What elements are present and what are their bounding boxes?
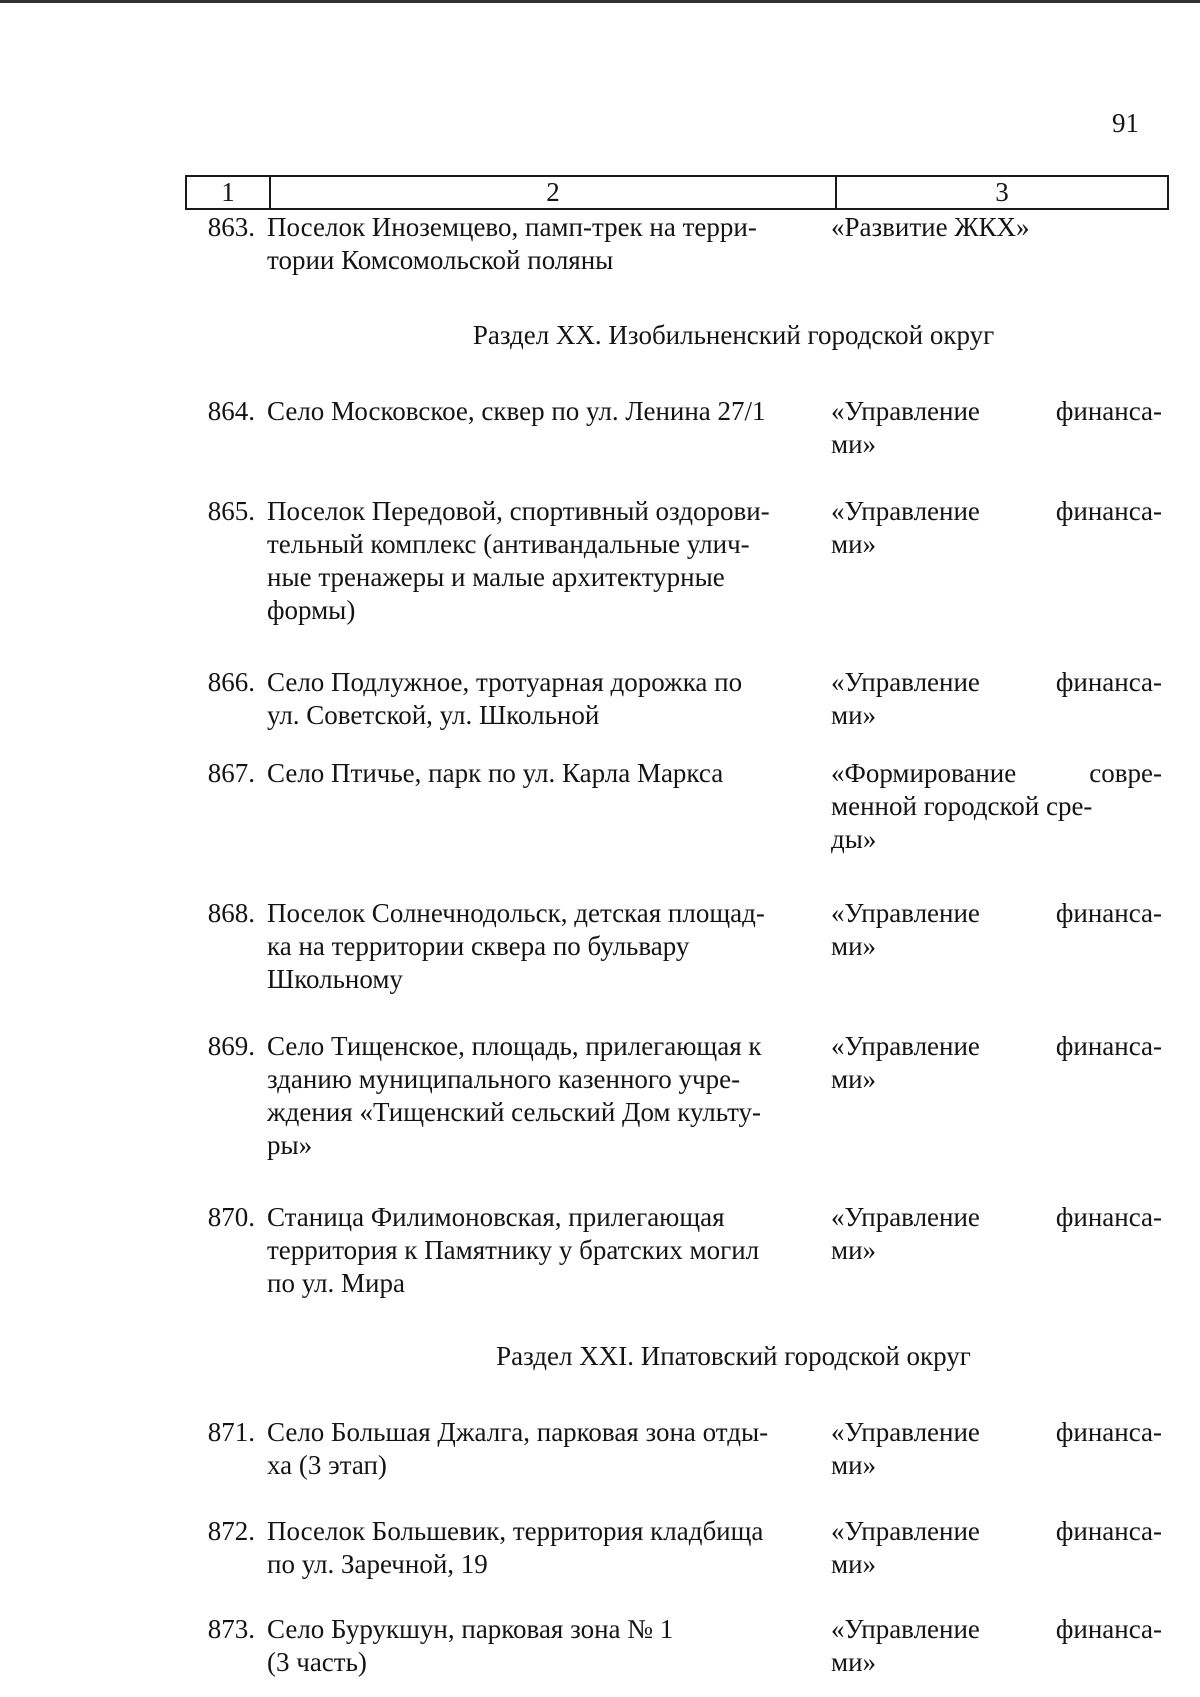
name-line: Поселок Большевик, территория кладбища [267, 1516, 764, 1546]
table-row [185, 495, 1162, 627]
header-col-3: 3 [836, 176, 1168, 209]
row-name [267, 1613, 831, 1679]
table-row [185, 211, 1162, 277]
row-program: «Управление финанса- ми» [831, 898, 1162, 961]
table-row [185, 897, 1162, 996]
table-row [185, 1515, 1162, 1581]
name-line: Поселок Солнечнодольск, детская площад- [267, 898, 765, 928]
name-line: зданию муниципального казенного учре- [267, 1064, 741, 1094]
table-row [185, 1613, 1162, 1679]
table-body [185, 211, 1162, 1679]
name-line: ул. Советской, ул. Школьной [267, 700, 600, 730]
row-program: «Управление финанса- ми» [831, 1614, 1162, 1677]
row-number: 866. [207, 667, 255, 697]
row-number: 864. [207, 396, 255, 426]
row-number: 868. [207, 898, 255, 928]
page-number: 91 [1112, 108, 1139, 138]
section-heading: Раздел XX. Изобильненский городской округ [472, 320, 995, 350]
name-line: Школьному [267, 964, 403, 994]
row-name [267, 495, 831, 627]
name-line: формы) [267, 595, 356, 625]
row-number: 872. [207, 1516, 255, 1546]
name-line: ные тренажеры и малые архитектурные [267, 562, 725, 592]
name-line: ждения «Тищенский сельский Дом культу- [267, 1097, 762, 1127]
name-line: Село Бурукшун, парковая зона № 1 [267, 1614, 674, 1644]
table-header [185, 175, 1169, 210]
name-line: Село Большая Джалга, парковая зона отды- [267, 1417, 769, 1447]
name-line: Поселок Иноземцево, памп-трек на терри- [267, 212, 757, 242]
row-program: «Управление финанса- ми» [831, 1417, 1162, 1480]
row-name [267, 1515, 831, 1581]
table-row [185, 757, 1162, 856]
row-name [267, 1416, 831, 1482]
name-line: ха (3 этап) [267, 1450, 387, 1480]
row-number: 869. [207, 1031, 255, 1061]
name-line: по ул. Заречной, 19 [267, 1549, 488, 1579]
table-row [185, 666, 1162, 732]
row-program: «Развитие ЖКХ» [831, 212, 1030, 242]
row-program: «Управление финанса- ми» [831, 667, 1162, 730]
row-program: «Формирование совре- менной городской сре- ды» [831, 758, 1162, 854]
row-name [267, 666, 831, 732]
row-name [267, 1201, 831, 1300]
table-row [185, 1030, 1162, 1162]
name-line: Село Подлужное, тротуарная дорожка по [267, 667, 743, 697]
row-name [267, 897, 831, 996]
row-program: «Управление финанса- ми» [831, 496, 1162, 559]
name-line: территория к Памятнику у братских могил [267, 1235, 760, 1265]
row-number: 873. [207, 1614, 255, 1644]
row-number: 871. [207, 1417, 255, 1447]
name-line: Поселок Передовой, спортивный оздорови- [267, 496, 770, 526]
header-col-2: 2 [270, 176, 836, 209]
name-line: по ул. Мира [267, 1268, 405, 1298]
row-name [267, 211, 831, 277]
row-program: «Управление финанса- ми» [831, 1031, 1162, 1094]
name-line: тории Комсомольской поляны [267, 245, 614, 275]
row-number: 865. [207, 496, 255, 526]
name-line: ры» [267, 1130, 313, 1160]
row-program: «Управление финанса- ми» [831, 1202, 1162, 1265]
table-row [185, 395, 1162, 461]
row-program: «Управление финанса- ми» [831, 396, 1162, 459]
name-line: (3 часть) [267, 1647, 367, 1677]
header-col-1: 1 [186, 176, 270, 209]
row-number: 867. [207, 758, 255, 788]
row-name: Село Московское, сквер по ул. Ленина 27/1 [267, 396, 766, 426]
name-line: Село Тищенское, площадь, прилегающая к [267, 1031, 762, 1061]
table-row [185, 1416, 1162, 1482]
name-line: Станица Филимоновская, прилегающая [267, 1202, 725, 1232]
row-number: 863. [207, 212, 255, 242]
row-number: 870. [207, 1202, 255, 1232]
top-border-line [0, 0, 1200, 3]
row-program: «Управление финанса- ми» [831, 1516, 1162, 1579]
name-line: ка на территории сквера по бульвару [267, 931, 690, 961]
section-heading: Раздел XXI. Ипатовский городской округ [496, 1341, 971, 1371]
name-line: тельный комплекс (антивандальные улич- [267, 529, 750, 559]
row-name: Село Птичье, парк по ул. Карла Маркса [267, 758, 724, 788]
row-name [267, 1030, 831, 1162]
table-row [185, 1201, 1162, 1300]
